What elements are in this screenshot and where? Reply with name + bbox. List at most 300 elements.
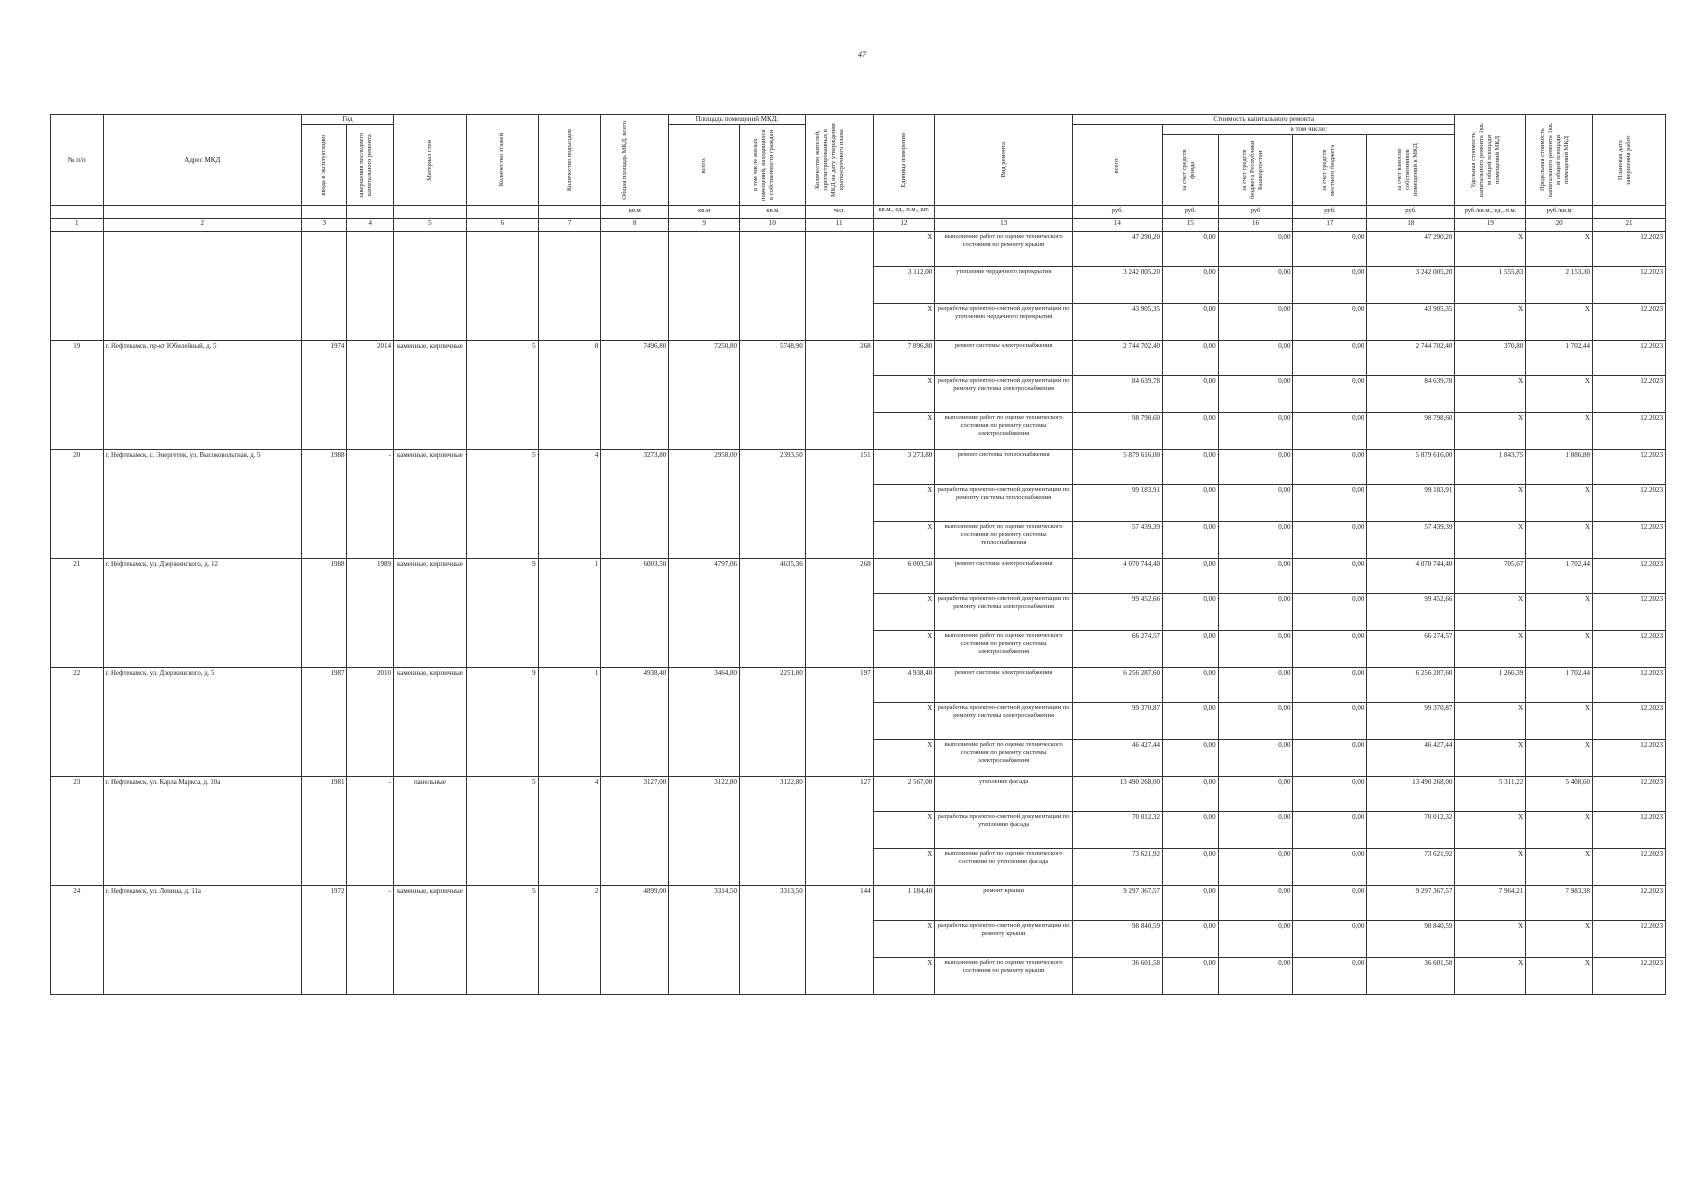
cost-owners-cell: 13 490 268,00 [1367,777,1455,812]
cost-total-cell: 46 427,44 [1072,740,1162,777]
col-number: 7 [538,219,601,232]
unit-cell: руб./кв.м [1526,206,1593,219]
year-commission-cell: 1972 [301,886,347,995]
unit-cell: руб. [1162,206,1218,219]
table-row [51,341,1666,376]
cost-local-cell: 0,00 [1293,668,1367,703]
planned-date-cell: 12.2023 [1593,559,1666,594]
cost-local-cell: 0,00 [1293,522,1367,559]
planned-date-cell: 12.2023 [1593,376,1666,413]
repair-type-cell: разработка проектно-сметной документации по ремонту системы электроснабжения [935,703,1073,740]
repair-type-cell: выполнение работ по оценке технического состояния по ремонту системы теплоснабжения [935,522,1073,559]
unit-cost-cell: X [1455,304,1526,341]
address-cell: г. Нефтекамск, ул. Дзержинского, д. 5 [103,668,301,777]
floors-cell: 5 [466,886,538,995]
total-area-cell: 4899,00 [601,886,669,995]
max-cost-cell: X [1526,594,1593,631]
repair-type-cell: ремонт системы электроснабжения [935,559,1073,594]
cost-rb-cell: 0,00 [1218,450,1293,485]
header-entrances: Количество подъездов [538,115,601,206]
unit-cost-cell: 7 964,21 [1455,886,1526,921]
entrances-cell [538,232,601,341]
residents-cell: 144 [805,886,873,995]
premises-total-cell: 4797,06 [669,559,740,668]
header-unit-cost: Удельная стоимость капитального ремонта 1кв. м общей площади помещений МКД [1455,115,1526,206]
cost-total-cell: 3 242 005,20 [1072,267,1162,304]
table-row [51,450,1666,485]
row-number [51,232,104,341]
repair-type-cell: разработка проектно-сметной документации по ремонту крыши [935,921,1073,958]
cost-total-cell: 9 297 367,57 [1072,886,1162,921]
cost-total-cell: 2 744 702,40 [1072,341,1162,376]
header-cost: Стоимость капитального ремонта [1072,115,1455,125]
year-commission-cell: 1981 [301,777,347,886]
unit-cell: руб./кв.м., ед., п.м. [1455,206,1526,219]
col-number: 4 [347,219,394,232]
header-cost-total: всего: [1072,125,1162,206]
col-number: 21 [1593,219,1666,232]
col-number: 16 [1218,219,1293,232]
cost-fund-cell: 0,00 [1162,522,1218,559]
cost-rb-cell: 0,00 [1218,376,1293,413]
cost-local-cell: 0,00 [1293,376,1367,413]
cost-owners-cell: 6 256 287,60 [1367,668,1455,703]
cost-total-cell: 99 183,91 [1072,485,1162,522]
cost-fund-cell: 0,00 [1162,267,1218,304]
year-commission-cell: 1987 [301,668,347,777]
cost-local-cell: 0,00 [1293,703,1367,740]
cost-fund-cell: 0,00 [1162,631,1218,668]
cost-owners-cell: 84 639,78 [1367,376,1455,413]
cost-local-cell: 0,00 [1293,886,1367,921]
unit-cell: X [873,485,935,522]
year-commission-cell: 1988 [301,450,347,559]
cost-local-cell: 0,00 [1293,631,1367,668]
planned-date-cell: 12.2023 [1593,812,1666,849]
planned-date-cell: 12.2023 [1593,485,1666,522]
total-area-cell: 7496,80 [601,341,669,450]
unit-cell: руб. [1072,206,1162,219]
cost-owners-cell: 3 242 005,20 [1367,267,1455,304]
planned-date-cell: 12.2023 [1593,341,1666,376]
repair-type-cell: разработка проектно-сметной документации по утеплению чердачного перекрытия [935,304,1073,341]
premises-residential-cell: 5748,90 [740,341,806,450]
planned-date-cell: 12.2023 [1593,631,1666,668]
header-incl: в том числе: [1162,125,1454,135]
cost-local-cell: 0,00 [1293,921,1367,958]
unit-cell: руб. [1293,206,1367,219]
max-cost-cell: X [1526,631,1593,668]
planned-date-cell: 12.2023 [1593,232,1666,267]
cost-rb-cell: 0,00 [1218,921,1293,958]
unit-cost-cell: X [1455,740,1526,777]
max-cost-cell: X [1526,958,1593,995]
cost-rb-cell: 0,00 [1218,849,1293,886]
total-area-cell: 3127,00 [601,777,669,886]
cost-rb-cell: 0,00 [1218,594,1293,631]
row-number: 19 [51,341,104,450]
premises-total-cell [669,232,740,341]
column-numbers-row [51,219,1666,232]
cost-fund-cell: 0,00 [1162,376,1218,413]
cost-total-cell: 98 840,59 [1072,921,1162,958]
unit-cell: 3 112,00 [873,267,935,304]
col-number: 19 [1455,219,1526,232]
unit-cost-cell: X [1455,849,1526,886]
col-number: 18 [1367,219,1455,232]
cost-owners-cell: 47 290,20 [1367,232,1455,267]
address-cell: г. Нефтекамск, ул. Ленина, д. 11а [103,886,301,995]
unit-cell: X [873,413,935,450]
max-cost-cell: 1 886,88 [1526,450,1593,485]
max-cost-cell: 1 702,44 [1526,668,1593,703]
header-year-last-repair: завершения последнего капитального ремонта [347,125,394,206]
residents-cell: 268 [805,559,873,668]
row-number: 24 [51,886,104,995]
header-premises-total: всего: [669,125,740,206]
cost-owners-cell: 66 274,57 [1367,631,1455,668]
year-commission-cell: 1988 [301,559,347,668]
year-commission-cell [301,232,347,341]
cost-total-cell: 98 798,60 [1072,413,1162,450]
cost-total-cell: 43 905,35 [1072,304,1162,341]
col-number: 5 [394,219,467,232]
col-number: 6 [466,219,538,232]
unit-cell: X [873,958,935,995]
cost-total-cell: 5 879 616,00 [1072,450,1162,485]
premises-total-cell: 3464,80 [669,668,740,777]
cost-fund-cell: 0,00 [1162,485,1218,522]
cost-local-cell: 0,00 [1293,594,1367,631]
cost-owners-cell: 57 439,39 [1367,522,1455,559]
cost-local-cell: 0,00 [1293,559,1367,594]
col-number: 8 [601,219,669,232]
row-number: 21 [51,559,104,668]
header-wall-material: Материал стен [394,115,467,206]
residents-cell: 268 [805,341,873,450]
repair-type-cell: ремонт системы теплоснабжения [935,450,1073,485]
col-number: 10 [740,219,806,232]
col-number: 15 [1162,219,1218,232]
cost-total-cell: 13 490 268,00 [1072,777,1162,812]
cost-owners-cell: 99 452,66 [1367,594,1455,631]
planned-date-cell: 12.2023 [1593,413,1666,450]
table-row [51,668,1666,703]
floors-cell: 5 [466,450,538,559]
cost-local-cell: 0,00 [1293,485,1367,522]
max-cost-cell: 1 702,44 [1526,341,1593,376]
unit-cell: X [873,631,935,668]
cost-owners-cell: 2 744 702,40 [1367,341,1455,376]
max-cost-cell: 2 153,30 [1526,267,1593,304]
unit-cell: X [873,232,935,267]
col-number: 13 [935,219,1073,232]
unit-cell: чел. [805,206,873,219]
premises-residential-cell: 3122,80 [740,777,806,886]
unit-cell: X [873,849,935,886]
cost-fund-cell: 0,00 [1162,812,1218,849]
total-area-cell [601,232,669,341]
wall-material-cell: каменные, кирпичные [394,886,467,995]
cost-total-cell: 99 452,66 [1072,594,1162,631]
premises-residential-cell [740,232,806,341]
header-planned-date: Плановая дата завершения работ [1593,115,1666,206]
unit-cell: кв.м., ед., п.м., шт. [873,206,935,219]
cost-owners-cell: 43 905,35 [1367,304,1455,341]
max-cost-cell: X [1526,485,1593,522]
unit-cost-cell: X [1455,413,1526,450]
entrances-cell: 1 [538,668,601,777]
residents-cell [805,232,873,341]
unit-cell: кв.м [601,206,669,219]
planned-date-cell: 12.2023 [1593,450,1666,485]
year-commission-cell: 1974 [301,341,347,450]
entrances-cell: 4 [538,450,601,559]
cost-total-cell: 4 070 744,40 [1072,559,1162,594]
cost-rb-cell: 0,00 [1218,668,1293,703]
cost-local-cell: 0,00 [1293,304,1367,341]
unit-cell: X [873,703,935,740]
wall-material-cell [394,232,467,341]
floors-cell: 9 [466,668,538,777]
cost-fund-cell: 0,00 [1162,740,1218,777]
unit-cost-cell: X [1455,485,1526,522]
wall-material-cell: каменные, кирпичные [394,341,467,450]
header-address: Адрес МКД [103,115,301,206]
max-cost-cell: X [1526,703,1593,740]
premises-total-cell: 2958,00 [669,450,740,559]
wall-material-cell: каменные, кирпичные [394,450,467,559]
planned-date-cell: 12.2023 [1593,740,1666,777]
cost-rb-cell: 0,00 [1218,958,1293,995]
cost-local-cell: 0,00 [1293,849,1367,886]
table-body [51,232,1666,995]
cost-fund-cell: 0,00 [1162,668,1218,703]
planned-date-cell: 12.2023 [1593,668,1666,703]
repair-type-cell: выполнение работ по оценке технического состояния по ремонту системы электроснабжения [935,413,1073,450]
cost-owners-cell: 99 183,91 [1367,485,1455,522]
cost-local-cell: 0,00 [1293,958,1367,995]
unit-cell: X [873,740,935,777]
unit-cost-cell: X [1455,631,1526,668]
cost-owners-cell: 99 370,87 [1367,703,1455,740]
cost-owners-cell: 70 012,32 [1367,812,1455,849]
year-last-repair-cell: - [347,777,394,886]
unit-cost-cell: 1 266,39 [1455,668,1526,703]
year-last-repair-cell: - [347,886,394,995]
header-floors: Количество этажей [466,115,538,206]
cost-owners-cell: 98 840,59 [1367,921,1455,958]
floors-cell: 9 [466,559,538,668]
total-area-cell: 4938,40 [601,668,669,777]
cost-fund-cell: 0,00 [1162,958,1218,995]
year-last-repair-cell: 2014 [347,341,394,450]
unit-cost-cell: X [1455,958,1526,995]
address-cell [103,232,301,341]
planned-date-cell: 12.2023 [1593,594,1666,631]
units-row [51,206,1666,219]
cost-total-cell: 73 621,92 [1072,849,1162,886]
table-row [51,232,1666,267]
header-year-commission: ввода в эксплуатацию [301,125,347,206]
wall-material-cell: каменные, кирпичные [394,559,467,668]
cost-owners-cell: 46 427,44 [1367,740,1455,777]
header-premises-residential: в том числе жилых помещений, находящихся в собственности граждан [740,125,806,206]
cost-rb-cell: 0,00 [1218,631,1293,668]
planned-date-cell: 12.2023 [1593,267,1666,304]
cost-local-cell: 0,00 [1293,341,1367,376]
max-cost-cell: X [1526,740,1593,777]
unit-cell: 4 938,40 [873,668,935,703]
unit-cost-cell: X [1455,703,1526,740]
residents-cell: 197 [805,668,873,777]
cost-fund-cell: 0,00 [1162,886,1218,921]
header-repair-type: Вид ремонта [935,115,1073,206]
unit-cost-cell: X [1455,232,1526,267]
unit-cost-cell: X [1455,921,1526,958]
planned-date-cell: 12.2023 [1593,703,1666,740]
floors-cell: 5 [466,777,538,886]
col-number: 11 [805,219,873,232]
table-row [51,777,1666,812]
capital-repair-table [50,114,1666,995]
cost-owners-cell: 9 297 367,57 [1367,886,1455,921]
cost-fund-cell: 0,00 [1162,777,1218,812]
cost-rb-cell: 0,00 [1218,341,1293,376]
cost-fund-cell: 0,00 [1162,450,1218,485]
unit-cell: X [873,594,935,631]
year-last-repair-cell: - [347,450,394,559]
cost-owners-cell: 4 070 744,40 [1367,559,1455,594]
floors-cell [466,232,538,341]
cost-fund-cell: 0,00 [1162,849,1218,886]
residents-cell: 127 [805,777,873,886]
cost-fund-cell: 0,00 [1162,703,1218,740]
cost-total-cell: 70 012,32 [1072,812,1162,849]
max-cost-cell: X [1526,522,1593,559]
row-number: 22 [51,668,104,777]
cost-rb-cell: 0,00 [1218,740,1293,777]
repair-type-cell: утепление чердачного перекрытия [935,267,1073,304]
col-number: 20 [1526,219,1593,232]
repair-type-cell: разработка проектно-сметной документации по ремонту системы электроснабжения [935,376,1073,413]
cost-fund-cell: 0,00 [1162,413,1218,450]
entrances-cell: 2 [538,886,601,995]
max-cost-cell: X [1526,812,1593,849]
col-number: 1 [51,219,104,232]
premises-residential-cell: 4635,36 [740,559,806,668]
repair-type-cell: утепление фасада [935,777,1073,812]
unit-cell: кв.м [669,206,740,219]
cost-local-cell: 0,00 [1293,740,1367,777]
cost-fund-cell: 0,00 [1162,341,1218,376]
max-cost-cell: X [1526,376,1593,413]
unit-cell: X [873,812,935,849]
repair-type-cell: ремонт системы электроснабжения [935,668,1073,703]
unit-cell: X [873,304,935,341]
header-cost-fund: за счет средств фонда [1162,135,1218,206]
repair-type-cell: выполнение работ по оценке технического состояния по ремонту крыши [935,958,1073,995]
cost-rb-cell: 0,00 [1218,485,1293,522]
unit-cost-cell: X [1455,812,1526,849]
table-header [51,115,1666,232]
unit-cell: X [873,522,935,559]
unit-cell: 1 184,40 [873,886,935,921]
cost-fund-cell: 0,00 [1162,594,1218,631]
entrances-cell: 1 [538,559,601,668]
address-cell: г. Нефтекамск, ул. Дзержинского, д. 12 [103,559,301,668]
wall-material-cell: каменные, кирпичные [394,668,467,777]
unit-cell: 2 567,00 [873,777,935,812]
unit-cell: кв.м [740,206,806,219]
repair-type-cell: выполнение работ по оценке технического состояния по ремонту системы электроснабжения [935,740,1073,777]
premises-total-cell: 3122,80 [669,777,740,886]
header-year: Год [301,115,393,125]
cost-local-cell: 0,00 [1293,413,1367,450]
unit-cost-cell: X [1455,376,1526,413]
entrances-cell: 8 [538,341,601,450]
premises-total-cell: 7250,80 [669,341,740,450]
cost-fund-cell: 0,00 [1162,921,1218,958]
max-cost-cell: X [1526,413,1593,450]
unit-cost-cell: X [1455,594,1526,631]
cost-rb-cell: 0,00 [1218,413,1293,450]
max-cost-cell: X [1526,849,1593,886]
cost-rb-cell: 0,00 [1218,812,1293,849]
cost-total-cell: 57 439,39 [1072,522,1162,559]
cost-rb-cell: 0,00 [1218,559,1293,594]
cost-local-cell: 0,00 [1293,777,1367,812]
address-cell: г. Нефтекамск, пр-кт Юбилейный, д. 5 [103,341,301,450]
cost-fund-cell: 0,00 [1162,232,1218,267]
year-last-repair-cell [347,232,394,341]
repair-type-cell: разработка проектно-сметной документации по ремонту системы электроснабжения [935,594,1073,631]
unit-cost-cell: 1 843,75 [1455,450,1526,485]
unit-cell: X [873,921,935,958]
planned-date-cell: 12.2023 [1593,958,1666,995]
wall-material-cell: панельные [394,777,467,886]
cost-rb-cell: 0,00 [1218,522,1293,559]
cost-owners-cell: 73 621,92 [1367,849,1455,886]
cost-owners-cell: 98 798,60 [1367,413,1455,450]
col-number: 14 [1072,219,1162,232]
unit-cost-cell: 5 311,22 [1455,777,1526,812]
unit-cell: 7 896,80 [873,341,935,376]
floors-cell: 5 [466,341,538,450]
unit-cell: руб. [1367,206,1455,219]
unit-cost-cell: 370,80 [1455,341,1526,376]
planned-date-cell: 12.2023 [1593,522,1666,559]
col-number: 12 [873,219,935,232]
planned-date-cell: 12.2023 [1593,886,1666,921]
unit-cost-cell: 1 555,83 [1455,267,1526,304]
premises-residential-cell: 3313,50 [740,886,806,995]
max-cost-cell: X [1526,304,1593,341]
cost-total-cell: 66 274,57 [1072,631,1162,668]
unit-cell: 6 003,50 [873,559,935,594]
max-cost-cell: 7 983,38 [1526,886,1593,921]
header-unit: Единица измерения [873,115,935,206]
address-cell: г. Нефтекамск, с. Энергетик, ул. Высоковольтная, д. 5 [103,450,301,559]
max-cost-cell: X [1526,232,1593,267]
header-cost-owners: за счет взносов собственников помещений в МКД [1367,135,1455,206]
repair-type-cell: выполнение работ по оценке технического состояния по утеплению фасада [935,849,1073,886]
header-residents: Количество жителей, зарегистрированных в МКД на дату утверждения краткосрочного плана [805,115,873,206]
cost-rb-cell: 0,00 [1218,886,1293,921]
planned-date-cell: 12.2023 [1593,849,1666,886]
unit-cost-cell: X [1455,522,1526,559]
header-total-area: Общая площадь МКД, всего [601,115,669,206]
